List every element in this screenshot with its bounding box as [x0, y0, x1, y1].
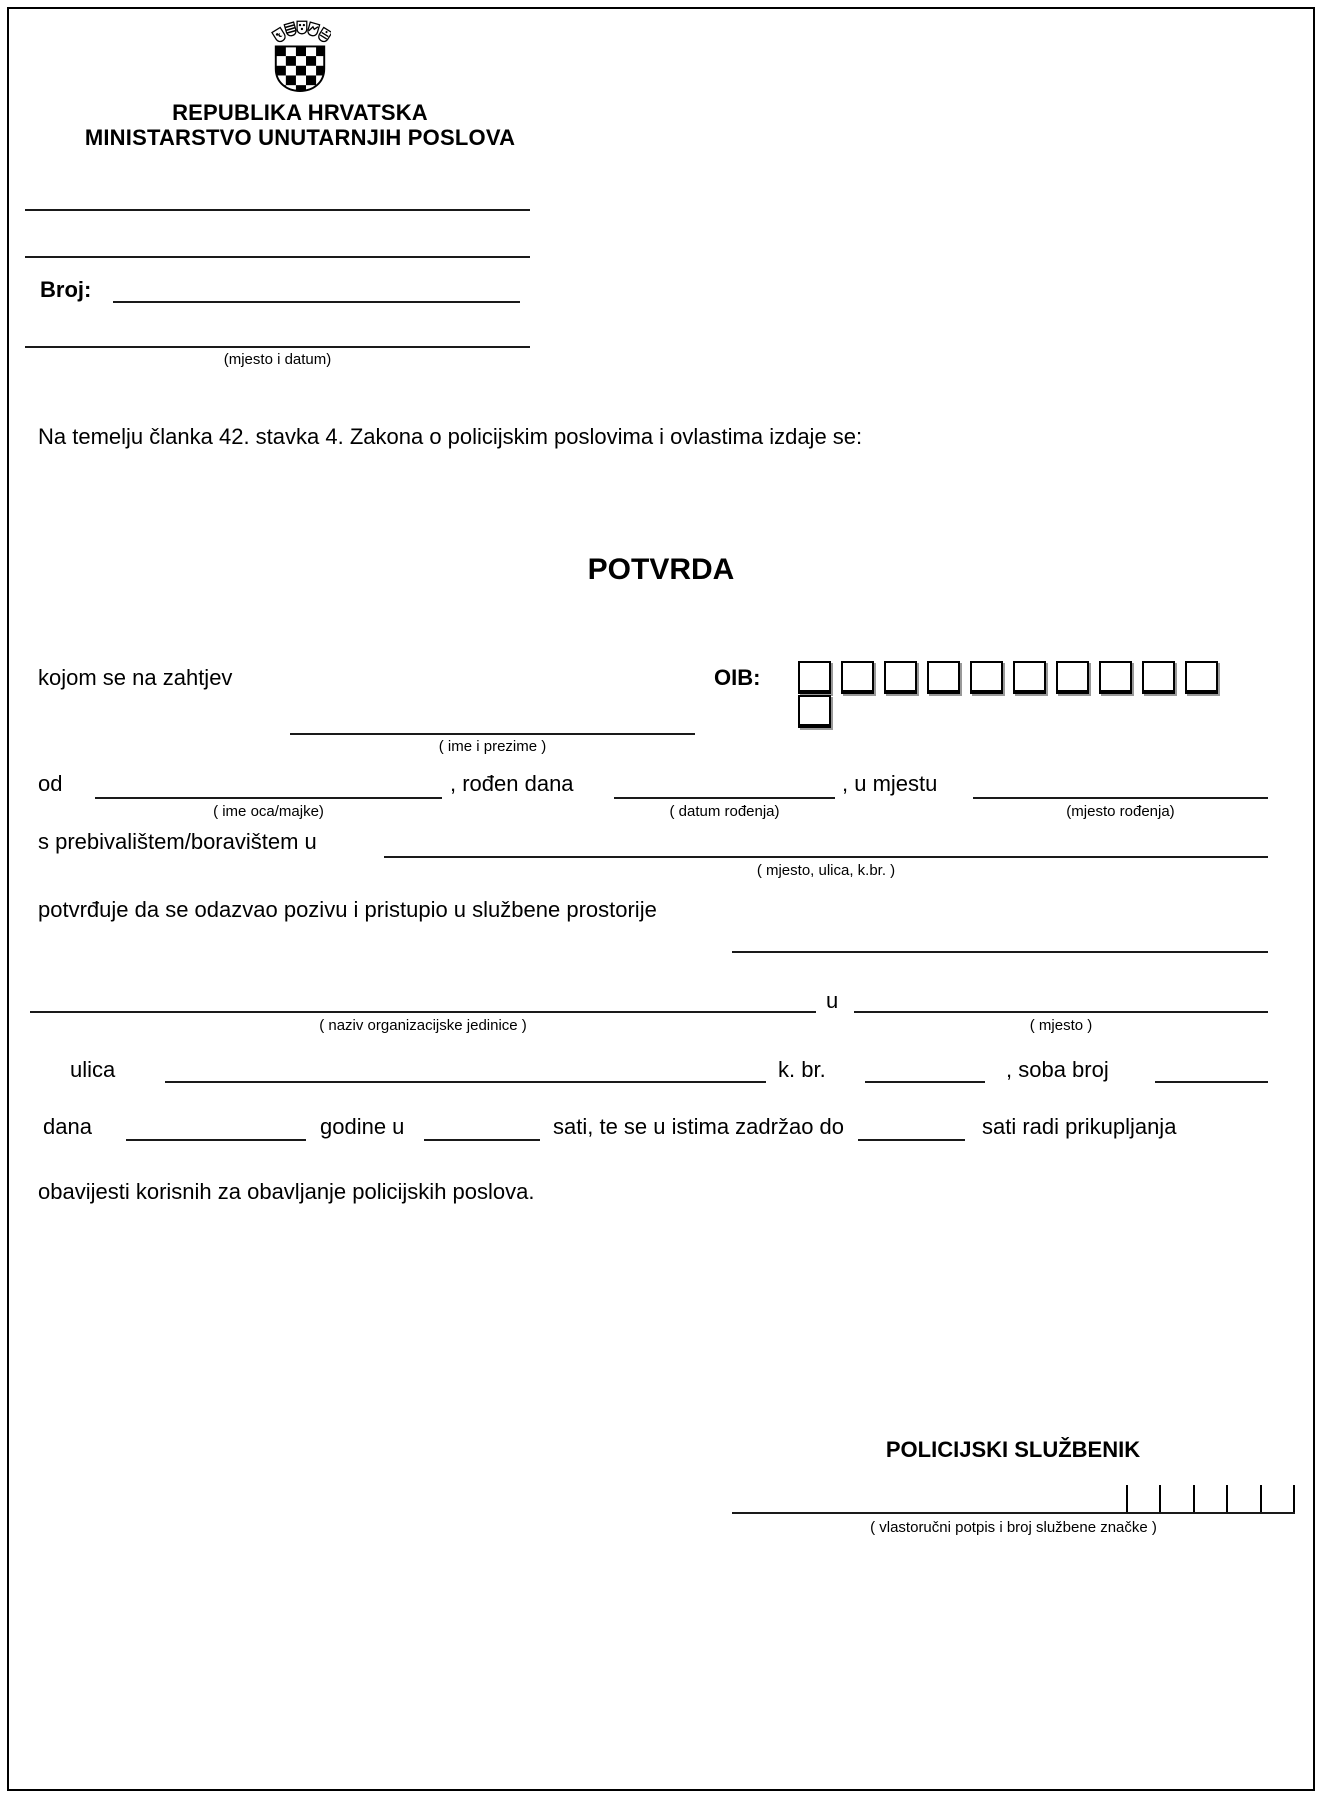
- ime-prezime-blank-line[interactable]: [290, 733, 695, 735]
- oib-digit-box[interactable]: [1013, 661, 1046, 694]
- ime-prezime-caption: ( ime i prezime ): [438, 738, 547, 755]
- oib-digit-box[interactable]: [1099, 661, 1132, 694]
- mjesto-caption: ( mjesto ): [1029, 1017, 1093, 1034]
- ministry-name: MINISTARSTVO UNUTARNJIH POSLOVA: [84, 125, 516, 150]
- sati-zadrzao-label: sati, te se u istima zadržao do: [553, 1114, 845, 1139]
- obavijesti-text: obavijesti korisnih za obavljanje policijskih poslova.: [38, 1179, 535, 1204]
- datum-rodjenja-caption: ( datum rođenja): [669, 803, 780, 820]
- badge-number-cell[interactable]: [1159, 1485, 1192, 1513]
- oib-digit-box-wrapped[interactable]: [798, 695, 831, 728]
- dana-label: dana: [43, 1114, 92, 1139]
- dana-blank-line[interactable]: [126, 1139, 306, 1141]
- page-title: POTVRDA: [587, 553, 735, 586]
- badge-number-cell[interactable]: [1193, 1485, 1226, 1513]
- sati-blank-line[interactable]: [424, 1139, 540, 1141]
- sati-radi-label: sati radi prikupljanja: [982, 1114, 1177, 1139]
- oib-digit-box[interactable]: [927, 661, 960, 694]
- mjesto-rodjenja-blank-line[interactable]: [973, 797, 1268, 799]
- oib-digit-box[interactable]: [884, 661, 917, 694]
- u-mjestu-label: , u mjestu: [842, 771, 938, 796]
- naziv-org-blank-line[interactable]: [30, 1011, 816, 1013]
- soba-broj-label: , soba broj: [1006, 1057, 1109, 1082]
- ulica-label: ulica: [70, 1057, 116, 1082]
- org-unit-blank-line-1[interactable]: [25, 209, 530, 211]
- policijski-sluzbenik-label: POLICIJSKI SLUŽBENIK: [885, 1437, 1141, 1462]
- oib-digit-box[interactable]: [1185, 661, 1218, 694]
- kbr-blank-line[interactable]: [865, 1081, 985, 1083]
- badge-number-cells: [1126, 1485, 1295, 1513]
- ulica-blank-line[interactable]: [165, 1081, 766, 1083]
- mjesto-datum-blank-line[interactable]: [25, 346, 530, 348]
- kbr-label: k. br.: [778, 1057, 826, 1082]
- prebivaliste-blank-line[interactable]: [384, 856, 1268, 858]
- prostorije-blank-line[interactable]: [732, 951, 1268, 953]
- intro-sentence: Na temelju članka 42. stavka 4. Zakona o policijskim poslovima i ovlastima izdaje se:: [38, 424, 863, 449]
- oib-digit-box[interactable]: [970, 661, 1003, 694]
- oib-digit-box[interactable]: [1142, 661, 1175, 694]
- ime-oca-caption: ( ime oca/majke): [213, 803, 324, 820]
- broj-label: Broj:: [40, 277, 92, 302]
- org-unit-blank-line-2[interactable]: [25, 256, 530, 258]
- u-label: u: [826, 988, 839, 1013]
- mjesto-ulica-kbr-caption: ( mjesto, ulica, k.br. ): [756, 862, 896, 879]
- kojom-label: kojom se na zahtjev: [38, 665, 233, 690]
- broj-blank-line[interactable]: [113, 301, 520, 303]
- rodjen-dana-label: , rođen dana: [450, 771, 574, 796]
- oib-digit-box[interactable]: [841, 661, 874, 694]
- badge-number-cell[interactable]: [1260, 1485, 1295, 1513]
- oib-digit-box[interactable]: [1056, 661, 1089, 694]
- oib-digit-box[interactable]: [798, 661, 831, 694]
- oib-label: OIB:: [714, 665, 761, 690]
- badge-number-cell[interactable]: [1126, 1485, 1159, 1513]
- oib-digit-boxes-row: [798, 661, 1218, 694]
- potvrdjuje-text: potvrđuje da se odazvao pozivu i pristupio u službene prostorije: [38, 897, 657, 922]
- mjesto-datum-caption: (mjesto i datum): [223, 351, 332, 368]
- godine-u-label: godine u: [320, 1114, 405, 1139]
- letterhead: [75, 20, 525, 150]
- prebivaliste-label: s prebivalištem/boravištem u: [38, 829, 317, 854]
- naziv-org-caption: ( naziv organizacijske jedinice ): [319, 1017, 527, 1034]
- mjesto-blank-line[interactable]: [854, 1011, 1268, 1013]
- zadrzao-do-blank-line[interactable]: [858, 1139, 965, 1141]
- soba-broj-blank-line[interactable]: [1155, 1081, 1268, 1083]
- badge-number-cell[interactable]: [1226, 1485, 1259, 1513]
- ime-oca-blank-line[interactable]: [95, 797, 442, 799]
- mjesto-rodjenja-caption: (mjesto rođenja): [1066, 803, 1175, 820]
- croatian-coat-of-arms-icon: [269, 20, 331, 98]
- datum-rodjenja-blank-line[interactable]: [614, 797, 835, 799]
- od-label: od: [38, 771, 63, 796]
- country-name: REPUBLIKA HRVATSKA: [172, 100, 428, 125]
- potpis-caption: ( vlastoručni potpis i broj službene značke ): [870, 1519, 1157, 1536]
- signature-line[interactable]: [732, 1512, 1295, 1514]
